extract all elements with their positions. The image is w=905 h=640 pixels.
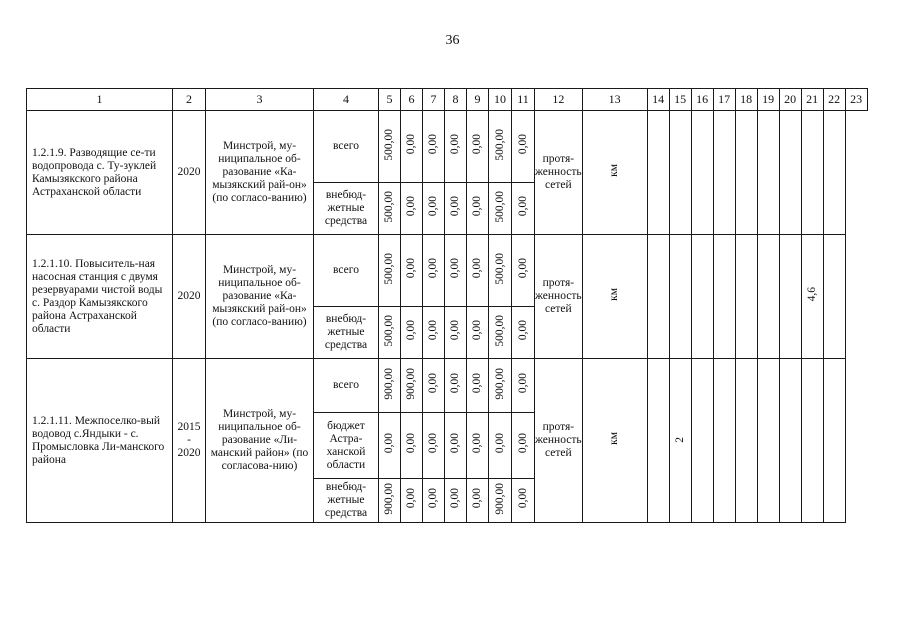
value-cell [401,111,423,183]
executor: Минстрой, му-ниципальное об-разование «Ли-манский район» (по согласова-нию) [210,408,309,472]
funding-source: всего [333,264,359,276]
executor-cell [206,235,314,359]
value-cell [379,359,401,413]
value-cell [445,307,467,359]
funding-source-cell [314,359,379,413]
funding-source: внебюд-жетные средства [324,313,368,351]
value-cell [445,235,467,307]
funding-value: 500,00 [383,190,395,223]
year-cell [173,359,206,523]
funding-value: 0,00 [449,373,461,394]
indicator-column-20 [757,359,779,523]
indicator-column-19 [735,235,757,359]
year-to: 2020 [177,447,201,459]
unit: км [608,288,621,301]
value-cell [445,111,467,183]
indicator-column-18 [713,235,735,359]
funding-value: 0,00 [516,320,529,341]
indicator-column-23 [823,235,845,359]
funding-value: 0,00 [493,433,506,454]
indicator-column-21 [779,359,801,523]
funding-value: 0,00 [449,488,461,509]
value-cell [467,235,489,307]
funding-value: 500,00 [383,252,395,285]
year: 2020 [177,290,201,302]
funding-source: всего [333,140,359,152]
funding-value: 0,00 [427,258,439,279]
value-cell [401,413,423,479]
value-cell [489,479,512,523]
indicator-column-22 [801,359,823,523]
value-cell [423,307,445,359]
funding-value: 500,00 [493,128,506,161]
header-cell: 7 [423,89,445,111]
measure-name-cell [27,235,173,359]
indicator: протя-женность сетей [535,421,582,459]
funding-value: 0,00 [471,320,483,341]
value-cell [512,235,535,307]
indicator-cell [535,359,583,523]
value-cell [423,479,445,523]
indicator-column-18 [713,111,735,235]
value-cell [423,235,445,307]
funding-value: 0,00 [405,196,417,217]
header-cell: 4 [314,89,379,111]
header-cell: 15 [669,89,691,111]
value-cell [401,235,423,307]
value-cell [401,307,423,359]
funding-value: 900,00 [493,482,506,515]
funding-value: 0,00 [471,433,483,454]
funding-value: 0,00 [449,134,461,155]
value-cell [467,359,489,413]
indicator-column-15 [647,235,669,359]
funding-value: 0,00 [405,258,417,279]
measure-name-cell [27,111,173,235]
value-cell [445,183,467,235]
value-cell [512,413,535,479]
funding-value: 0,00 [383,433,395,454]
header-cell: 23 [845,89,867,111]
value-cell [512,183,535,235]
value-cell [379,235,401,307]
indicator-column-18 [713,359,735,523]
value-cell [467,111,489,183]
value-cell [467,183,489,235]
program-table [26,88,868,523]
indicator-column-14 [582,111,647,235]
header-cell: 3 [206,89,314,111]
indicator-column-23 [823,359,845,523]
indicator-column-17 [691,359,713,523]
funding-value: 0,00 [516,373,529,394]
indicator-column-20 [757,235,779,359]
funding-value: 0,00 [427,320,439,341]
header-cell: 22 [823,89,845,111]
value-cell [379,307,401,359]
measure-name: 1.2.1.11. Межпоселко-вый водовод с.Яндыки - с. Промысловка Ли-манского района [32,414,165,466]
value-cell [512,359,535,413]
funding-value: 0,00 [516,196,529,217]
funding-value: 500,00 [383,128,395,161]
indicator-column-14 [582,235,647,359]
header-cell: 14 [647,89,669,111]
funding-value: 0,00 [427,433,439,454]
funding-source: внебюд-жетные средства [324,481,368,519]
executor-cell [206,111,314,235]
funding-value: 0,00 [471,373,483,394]
funding-source-cell [314,307,379,359]
funding-value: 0,00 [516,488,529,509]
funding-value: 900,00 [383,482,395,515]
indicator-column-23 [823,111,845,235]
year-separator: - [187,434,191,446]
indicator-column-16 [669,111,691,235]
year-cell [173,111,206,235]
indicator-column-21 [779,235,801,359]
indicator-column-15 [647,111,669,235]
indicator-value: 4,6 [805,287,818,302]
indicator-cell [535,235,583,359]
header-cell: 11 [512,89,535,111]
indicator: протя-женность сетей [535,153,582,191]
indicator-column-22 [801,235,823,359]
executor-cell [206,359,314,523]
funding-value: 0,00 [427,134,439,155]
measure-name: 1.2.1.10. Повыситель-ная насосная станция с двумя резервуарами чистой воды с. Раздор Камызякского района Астраханской области [32,257,163,335]
value-cell [489,359,512,413]
funding-value: 0,00 [471,488,483,509]
indicator-column-14 [582,359,647,523]
header-cell: 19 [757,89,779,111]
funding-value: 500,00 [383,314,395,347]
funding-source: всего [333,379,359,391]
header-cell: 2 [173,89,206,111]
value-cell [489,413,512,479]
funding-value: 0,00 [427,488,439,509]
year: 2020 [177,166,201,178]
value-cell [379,183,401,235]
indicator-column-17 [691,111,713,235]
funding-source-cell [314,183,379,235]
value-cell [489,183,512,235]
value-cell [423,183,445,235]
value-cell [512,111,535,183]
indicator-column-19 [735,359,757,523]
executor: Минстрой, му-ниципальное об-разование «Ка-мызякский рай-он» (по согласо-ванию) [212,264,307,328]
value-cell [379,479,401,523]
value-cell [512,479,535,523]
indicator-column-16 [669,235,691,359]
table-row [27,235,868,307]
indicator-column-20 [757,111,779,235]
funding-value: 0,00 [471,196,483,217]
funding-source-cell [314,479,379,523]
header-cell: 18 [735,89,757,111]
funding-source-cell [314,413,379,479]
header-cell: 16 [691,89,713,111]
year-cell [173,235,206,359]
indicator: протя-женность сетей [535,277,582,315]
funding-source-cell [314,235,379,307]
funding-value: 0,00 [427,373,439,394]
funding-value: 900,00 [405,367,417,400]
funding-value: 0,00 [405,134,417,155]
header-cell: 10 [489,89,512,111]
funding-value: 0,00 [471,258,483,279]
year-from: 2015 [177,421,201,433]
header-cell: 21 [801,89,823,111]
funding-value: 0,00 [516,433,529,454]
value-cell [401,183,423,235]
header-cell: 17 [713,89,735,111]
value-cell [401,359,423,413]
header-cell: 6 [401,89,423,111]
funding-value: 500,00 [493,314,506,347]
value-cell [489,307,512,359]
funding-value: 0,00 [449,433,461,454]
value-cell [489,235,512,307]
header-cell: 13 [582,89,647,111]
indicator-column-21 [779,111,801,235]
funding-source: внебюд-жетные средства [324,189,368,227]
value-cell [445,359,467,413]
value-cell [423,413,445,479]
value-cell [401,479,423,523]
measure-name: 1.2.1.9. Разводящие се-ти водопровода с. Ту-зуклей Камызякского района Астраханской области [32,146,157,198]
value-cell [467,307,489,359]
indicator-column-16 [669,359,691,523]
measure-name-cell [27,359,173,523]
indicator-column-19 [735,111,757,235]
table-row [27,111,868,183]
unit: км [608,432,621,445]
funding-value: 0,00 [471,134,483,155]
value-cell [379,111,401,183]
funding-value: 0,00 [405,433,417,454]
value-cell [423,111,445,183]
funding-value: 0,00 [405,488,417,509]
funding-source: бюджет Астра-ханской области [326,419,366,471]
value-cell [512,307,535,359]
funding-value: 900,00 [493,367,506,400]
value-cell [445,413,467,479]
header-cell: 9 [467,89,489,111]
funding-value: 0,00 [427,196,439,217]
funding-value: 0,00 [449,258,461,279]
funding-value: 500,00 [493,252,506,285]
value-cell [467,413,489,479]
header-cell: 8 [445,89,467,111]
header-cell: 5 [379,89,401,111]
funding-value: 500,00 [493,190,506,223]
funding-value: 0,00 [449,320,461,341]
table-header-row [27,89,868,111]
value-cell [489,111,512,183]
indicator-value: 2 [673,437,686,443]
page-number: 36 [445,33,460,48]
table-row [27,359,868,413]
funding-value: 900,00 [383,367,395,400]
executor: Минстрой, му-ниципальное об-разование «Ка-мызякский рай-он» (по согласо-ванию) [212,140,307,204]
indicator-column-15 [647,359,669,523]
value-cell [423,359,445,413]
value-cell [379,413,401,479]
header-cell: 20 [779,89,801,111]
header-cell: 12 [535,89,583,111]
value-cell [467,479,489,523]
funding-value: 0,00 [449,196,461,217]
unit: км [608,164,621,177]
indicator-cell [535,111,583,235]
funding-value: 0,00 [516,258,529,279]
funding-value: 0,00 [516,134,529,155]
value-cell [445,479,467,523]
funding-source-cell [314,111,379,183]
header-cell: 1 [27,89,173,111]
indicator-column-17 [691,235,713,359]
indicator-column-22 [801,111,823,235]
funding-value: 0,00 [405,320,417,341]
